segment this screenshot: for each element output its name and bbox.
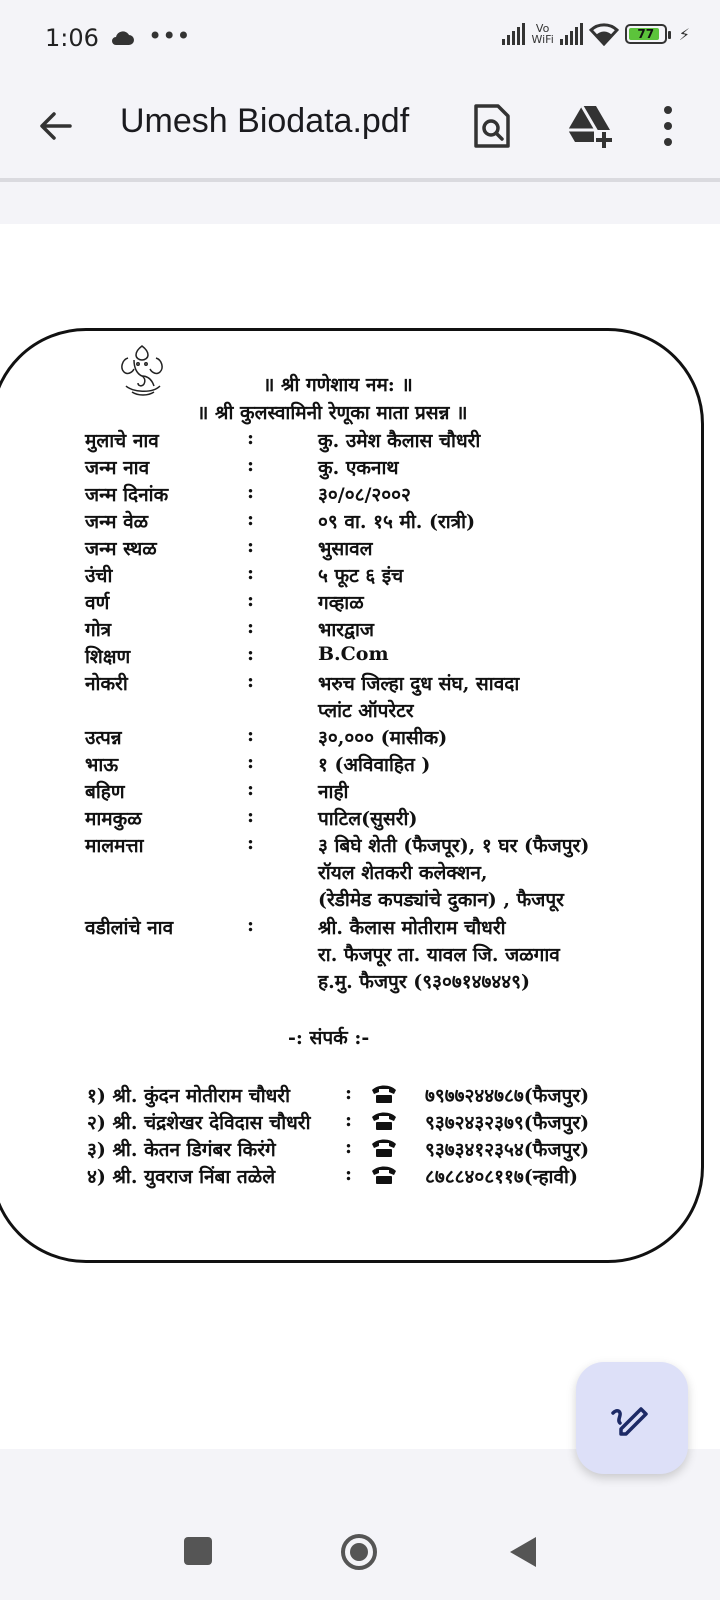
pdf-page[interactable] [0, 224, 720, 1449]
field-label: उंची [85, 565, 113, 587]
cloud-icon [110, 30, 134, 46]
field-value: ३०/०८/२००२ [318, 484, 411, 506]
divider [0, 178, 720, 182]
battery-icon [625, 24, 667, 44]
field-separator: : [247, 616, 255, 638]
field-value: रा. फैजपूर ता. यावल जि. जळगाव [318, 944, 560, 966]
field-separator: : [247, 643, 255, 665]
contact-separator: : [345, 1136, 353, 1158]
field-value: भुसावल [318, 538, 373, 560]
field-separator: : [247, 427, 255, 449]
telephone-icon [370, 1165, 398, 1185]
contact-heading: -: संपर्क :- [288, 1027, 370, 1049]
field-separator: : [247, 805, 255, 827]
wifi-icon [589, 22, 619, 46]
contact-name: २) श्री. चंद्रशेखर देविदास चौधरी [87, 1112, 311, 1134]
field-value: ३०,००० (मासीक) [318, 727, 448, 749]
field-label: मामकुळ [85, 808, 142, 830]
field-value: कु. एकनाथ [318, 457, 399, 479]
contact-separator: : [345, 1082, 353, 1104]
field-label: जन्म नाव [85, 457, 150, 479]
field-label: जन्म दिनांक [85, 484, 169, 506]
field-label: नोकरी [85, 673, 128, 695]
field-value: B.Com [318, 643, 389, 665]
field-value: भरुच जिल्हा दुध संघ, सावदा [318, 673, 520, 695]
more-notifications-icon: ••• [148, 22, 191, 50]
field-label: उत्पन्न [85, 727, 122, 749]
field-label: मुलाचे नाव [85, 430, 159, 452]
field-separator: : [247, 832, 255, 854]
field-value: प्लांट ऑपरेटर [318, 700, 414, 722]
invocation-ganesh: ॥ श्री गणेशाय नम: ॥ [263, 374, 413, 396]
charging-icon: ⚡ [678, 24, 690, 44]
field-label: गोत्र [85, 619, 112, 641]
back-button[interactable] [508, 1535, 538, 1569]
field-value: ह.मु. फैजपुर (९३०७१४७४४९) [318, 971, 531, 993]
field-value: ३ बिघे शेती (फैजपूर), १ घर (फैजपुर) [318, 835, 590, 857]
field-value: रॉयल शेतकरी कलेक्शन, [318, 862, 488, 884]
field-value: ५ फूट ६ इंच [318, 565, 404, 587]
field-separator: : [247, 535, 255, 557]
field-label: बहिण [85, 781, 125, 803]
field-separator: : [247, 751, 255, 773]
recents-button[interactable] [184, 1537, 212, 1565]
contact-name: ४) श्री. युवराज निंबा तळेले [87, 1166, 276, 1188]
field-value: ०९ वा. १५ मी. (रात्री) [318, 511, 476, 533]
field-value: पाटिल(सुसरी) [318, 808, 418, 830]
field-label: वर्ण [85, 592, 110, 614]
field-separator: : [247, 778, 255, 800]
search-in-document-icon[interactable] [472, 102, 512, 150]
field-value: १ (अविवाहित ) [318, 754, 431, 776]
field-value: भारद्वाज [318, 619, 374, 641]
ganesh-icon [118, 342, 166, 400]
field-label: वडीलांचे नाव [85, 917, 174, 939]
field-value: नाही [318, 781, 349, 803]
battery-level: 77 [637, 27, 655, 41]
field-separator: : [247, 589, 255, 611]
field-separator: : [247, 914, 255, 936]
telephone-icon [370, 1084, 398, 1104]
contact-name: ३) श्री. केतन डिगंबर किरंगे [87, 1139, 276, 1161]
field-value: श्री. कैलास मोतीराम चौधरी [318, 917, 506, 939]
biodata-content [0, 224, 720, 1449]
field-label: मालमत्ता [85, 835, 144, 857]
field-label: जन्म वेळ [85, 511, 149, 533]
signal-icon [502, 23, 525, 45]
field-separator: : [247, 562, 255, 584]
field-label: भाऊ [85, 754, 119, 776]
field-separator: : [247, 454, 255, 476]
app-bar [0, 78, 720, 178]
field-value: गव्हाळ [318, 592, 364, 614]
field-value: (रेडीमेड कपड्यांचे दुकान) , फैजपूर [318, 889, 564, 911]
field-separator: : [247, 481, 255, 503]
signal-icon-2 [560, 23, 583, 45]
contact-separator: : [345, 1163, 353, 1185]
add-to-drive-icon[interactable] [566, 102, 614, 150]
telephone-icon [370, 1138, 398, 1158]
contact-phone: ९३७२४३२३७९(फैजपुर) [425, 1112, 590, 1134]
arrow-left-icon[interactable] [34, 104, 78, 148]
status-icons [502, 22, 690, 46]
contact-separator: : [345, 1109, 353, 1131]
field-separator: : [247, 724, 255, 746]
status-time: 1:06 [45, 24, 99, 52]
contact-phone: ९३७३४१२३५४(फैजपुर) [425, 1139, 590, 1161]
vowifi-icon: Vo WiFi [531, 22, 554, 46]
system-navigation-bar [0, 1505, 720, 1600]
edit-button[interactable] [576, 1362, 688, 1474]
field-separator: : [247, 670, 255, 692]
contact-name: १) श्री. कुंदन मोतीराम चौधरी [87, 1085, 290, 1107]
more-vertical-icon[interactable] [660, 104, 676, 148]
contact-phone: ७९७७२४४७८७(फैजपुर) [425, 1085, 590, 1107]
status-bar [0, 0, 720, 78]
home-button[interactable] [340, 1533, 378, 1571]
invocation-kuldevi: ॥ श्री कुलस्वामिनी रेणूका माता प्रसन्न ॥ [197, 402, 468, 424]
field-separator: : [247, 508, 255, 530]
edit-pen-icon [607, 1393, 657, 1443]
contact-phone: ८७८८४०८११७(न्हावी) [425, 1166, 578, 1188]
field-label: शिक्षण [85, 646, 131, 668]
telephone-icon [370, 1111, 398, 1131]
field-value: कु. उमेश कैलास चौधरी [318, 430, 481, 452]
field-label: जन्म स्थळ [85, 538, 157, 560]
document-title: Umesh Biodata.pdf [120, 102, 410, 140]
